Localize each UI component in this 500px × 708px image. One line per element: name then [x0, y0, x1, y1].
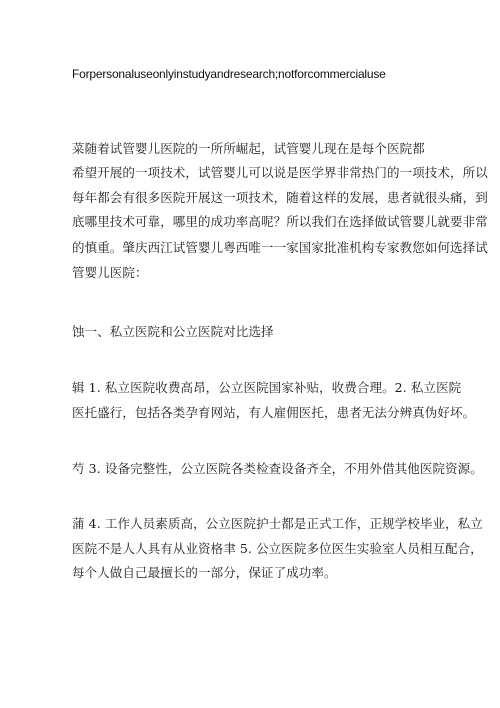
point-1-2-line-2: 医托盛行，包括各类孕育网站，有人雇佣医托，患者无法分辨真伪好坏。 — [72, 405, 476, 420]
point-3-line: 芍 3. 设备完整性，公立医院各类检查设备齐全，不用外借其他医院资源。 — [72, 461, 483, 476]
intro-line-4: 底哪里技术可靠，哪里的成功率高呢？所以我们在选择做试管婴儿就要非常 — [72, 214, 488, 229]
header-note: Forpersonaluseonlyinstudyandresearch;notforcommercialuse — [72, 67, 386, 81]
intro-line-1: 菜随着试管婴儿医院的一所所崛起，试管婴儿现在是每个医院都 — [72, 141, 425, 156]
intro-line-6: 管婴儿医院： — [72, 265, 148, 280]
point-1-2-line-1: 辑 1. 私立医院收费高昂，公立医院国家补贴，收费合理。2. 私立医院 — [72, 380, 462, 395]
intro-line-3: 每年都会有很多医院开展这一项技术，随着这样的发展，患者就很头痛，到 — [72, 190, 488, 205]
intro-line-2: 希望开展的一项技术，试管婴儿可以说是医学界非常热门的一项技术，所以 — [72, 165, 488, 180]
point-4-5-line-3: 每个人做自己最擅长的一部分，保证了成功率。 — [72, 565, 337, 580]
intro-line-5: 的慎重。肇庆西江试管婴儿粤西唯一一家国家批准机构专家教您如何选择试 — [72, 240, 488, 255]
point-4-5-line-1: 蒲 4. 工作人员素质高，公立医院护士都是正式工作，正规学校毕业，私立 — [72, 516, 483, 531]
point-4-5-line-2: 医院不是人人具有从业资格聿 5. 公立医院多位医生实验室人员相互配合， — [72, 541, 483, 556]
section-heading: 蚀一、私立医院和公立医院对比选择 — [72, 324, 274, 339]
